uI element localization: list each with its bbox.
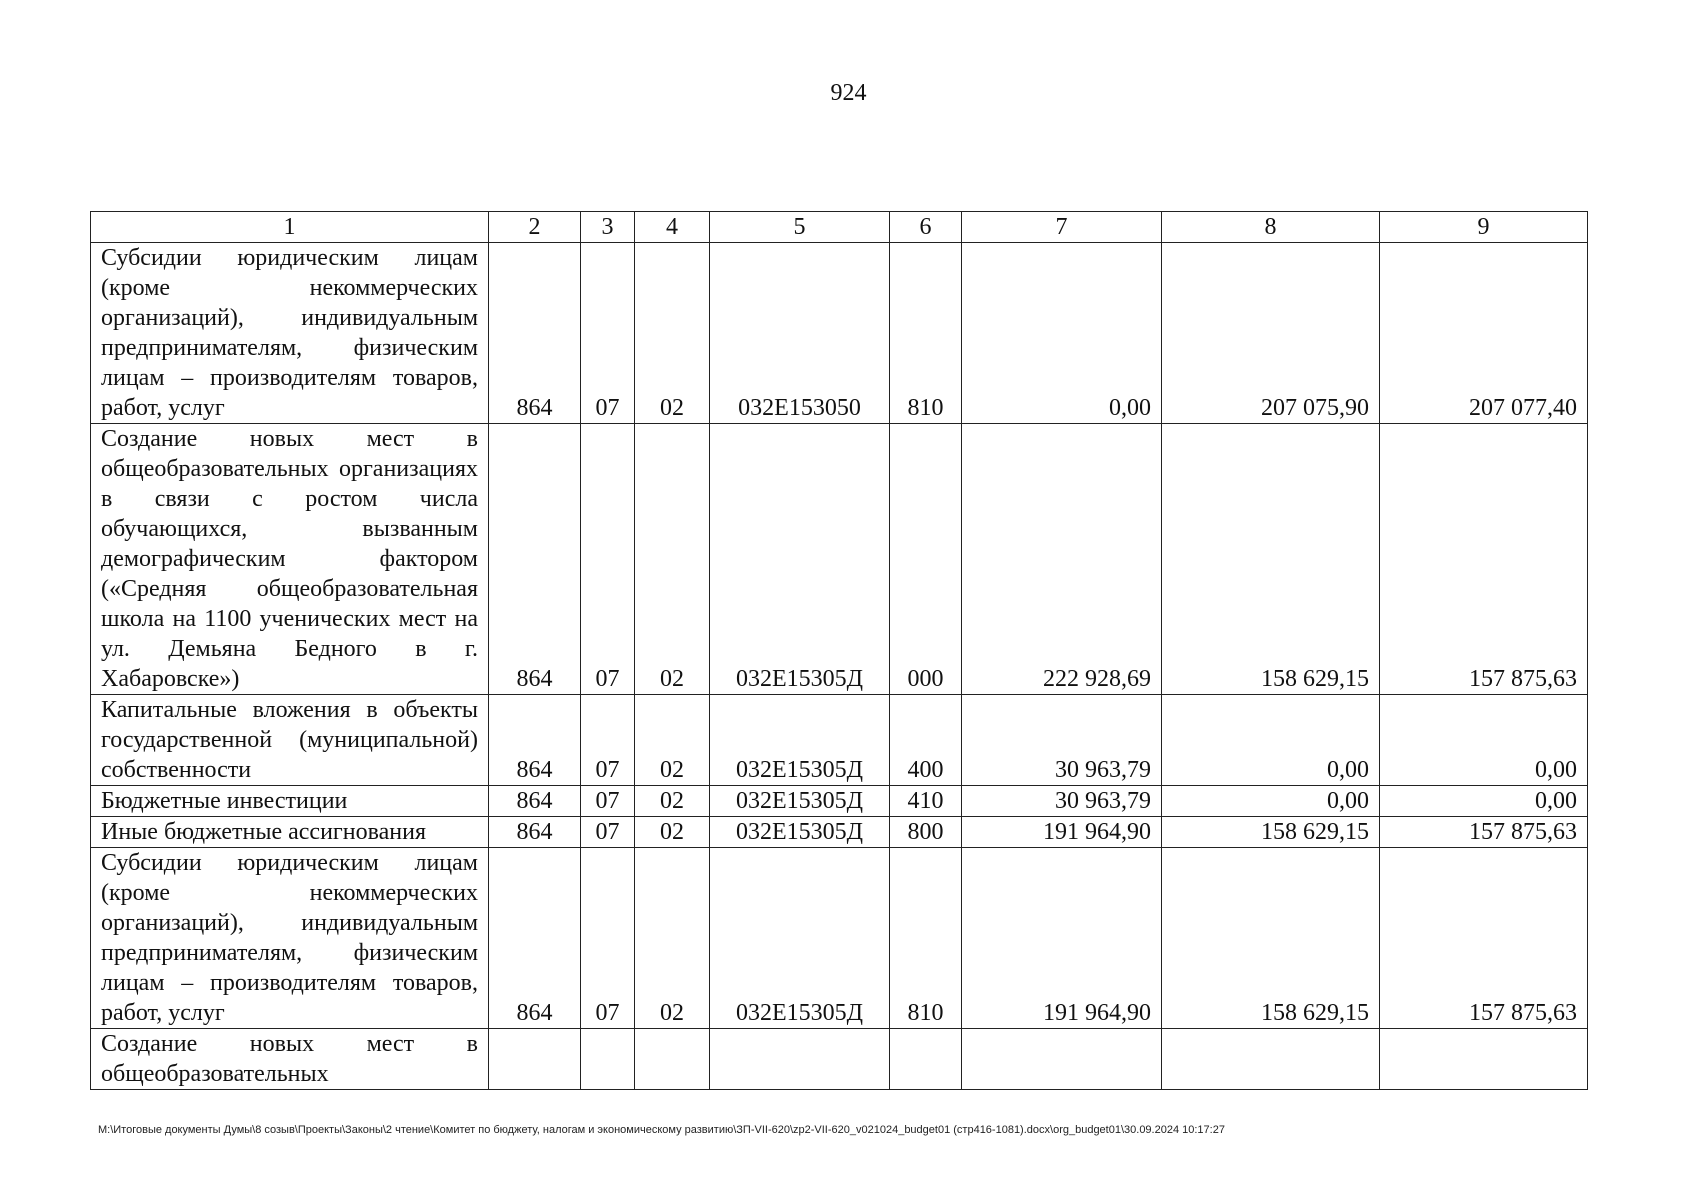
cell-amount-col8: 158 629,15 bbox=[1162, 848, 1380, 1029]
cell-grbs: 864 bbox=[489, 243, 581, 424]
cell-subsection: 02 bbox=[635, 695, 710, 786]
cell-target-article: 032E153050 bbox=[710, 243, 890, 424]
cell-grbs: 864 bbox=[489, 848, 581, 1029]
cell-expense-type: 400 bbox=[890, 695, 962, 786]
table-row bbox=[91, 817, 1588, 848]
cell-target-article: 032E15305Д bbox=[710, 786, 890, 817]
table-row bbox=[91, 695, 1588, 786]
cell-grbs: 864 bbox=[489, 424, 581, 695]
budget-table bbox=[90, 211, 1588, 1090]
row-name: Субсидии юридическим лицам (кроме некоммерческих организаций), индивидуальным предпринимателям, физическим лицам – производителям товаров, работ, услуг bbox=[91, 243, 489, 424]
cell-amount-col8 bbox=[1162, 1029, 1380, 1090]
cell-expense-type: 800 bbox=[890, 817, 962, 848]
cell-subsection: 02 bbox=[635, 424, 710, 695]
cell-expense-type bbox=[890, 1029, 962, 1090]
table-row bbox=[91, 848, 1588, 1029]
row-name: Создание новых мест в общеобразовательных bbox=[91, 1029, 489, 1090]
cell-amount-col7: 191 964,90 bbox=[962, 817, 1162, 848]
cell-section: 07 bbox=[581, 786, 635, 817]
table-row bbox=[91, 424, 1588, 695]
cell-subsection bbox=[635, 1029, 710, 1090]
column-header: 8 bbox=[1162, 212, 1380, 243]
cell-amount-col9 bbox=[1380, 1029, 1588, 1090]
cell-amount-col9: 157 875,63 bbox=[1380, 848, 1588, 1029]
cell-grbs: 864 bbox=[489, 786, 581, 817]
cell-amount-col9: 0,00 bbox=[1380, 786, 1588, 817]
cell-target-article: 032E15305Д bbox=[710, 424, 890, 695]
cell-amount-col8: 158 629,15 bbox=[1162, 424, 1380, 695]
document-path-footer: M:\Итоговые документы Думы\8 созыв\Проекты\Законы\2 чтение\Комитет по бюджету, налогам и экономическому развитию\ЗП-VII-620\zp2-VII-620_v021024_budget01 (стр416-1081).docx\org_budget01\30.09.2024 10:17:27 bbox=[98, 1124, 1225, 1136]
cell-amount-col9: 157 875,63 bbox=[1380, 424, 1588, 695]
cell-amount-col7: 191 964,90 bbox=[962, 848, 1162, 1029]
row-name: Создание новых мест в общеобразовательных организациях в связи с ростом числа обучающихся, вызванным демографическим фактором («Средняя общеобразовательная школа на 1100 ученических мест на ул. Демьяна Бедного в г. Хабаровске») bbox=[91, 424, 489, 695]
cell-grbs: 864 bbox=[489, 817, 581, 848]
cell-grbs: 864 bbox=[489, 695, 581, 786]
cell-amount-col7: 30 963,79 bbox=[962, 695, 1162, 786]
cell-amount-col8: 158 629,15 bbox=[1162, 817, 1380, 848]
column-header: 4 bbox=[635, 212, 710, 243]
cell-target-article bbox=[710, 1029, 890, 1090]
cell-amount-col9: 207 077,40 bbox=[1380, 243, 1588, 424]
row-name: Субсидии юридическим лицам (кроме некоммерческих организаций), индивидуальным предпринимателям, физическим лицам – производителям товаров, работ, услуг bbox=[91, 848, 489, 1029]
cell-target-article: 032E15305Д bbox=[710, 817, 890, 848]
page-number: 924 bbox=[830, 80, 867, 106]
cell-section: 07 bbox=[581, 243, 635, 424]
column-header: 5 bbox=[710, 212, 890, 243]
cell-amount-col7: 30 963,79 bbox=[962, 786, 1162, 817]
column-header: 6 bbox=[890, 212, 962, 243]
cell-section: 07 bbox=[581, 424, 635, 695]
cell-target-article: 032E15305Д bbox=[710, 695, 890, 786]
column-header: 7 bbox=[962, 212, 1162, 243]
table-row bbox=[91, 786, 1588, 817]
column-header: 1 bbox=[91, 212, 489, 243]
table-header-row bbox=[91, 212, 1588, 243]
cell-amount-col7: 222 928,69 bbox=[962, 424, 1162, 695]
cell-section: 07 bbox=[581, 848, 635, 1029]
cell-amount-col9: 0,00 bbox=[1380, 695, 1588, 786]
cell-expense-type: 810 bbox=[890, 848, 962, 1029]
cell-amount-col8: 0,00 bbox=[1162, 786, 1380, 817]
cell-amount-col9: 157 875,63 bbox=[1380, 817, 1588, 848]
cell-amount-col7: 0,00 bbox=[962, 243, 1162, 424]
cell-amount-col8: 207 075,90 bbox=[1162, 243, 1380, 424]
row-name: Иные бюджетные ассигнования bbox=[91, 817, 489, 848]
cell-amount-col8: 0,00 bbox=[1162, 695, 1380, 786]
cell-expense-type: 810 bbox=[890, 243, 962, 424]
table-row bbox=[91, 1029, 1588, 1090]
cell-section: 07 bbox=[581, 817, 635, 848]
row-name: Бюджетные инвестиции bbox=[91, 786, 489, 817]
column-header: 3 bbox=[581, 212, 635, 243]
cell-subsection: 02 bbox=[635, 786, 710, 817]
cell-subsection: 02 bbox=[635, 243, 710, 424]
cell-subsection: 02 bbox=[635, 848, 710, 1029]
cell-section bbox=[581, 1029, 635, 1090]
cell-section: 07 bbox=[581, 695, 635, 786]
cell-amount-col7 bbox=[962, 1029, 1162, 1090]
cell-grbs bbox=[489, 1029, 581, 1090]
cell-expense-type: 410 bbox=[890, 786, 962, 817]
cell-expense-type: 000 bbox=[890, 424, 962, 695]
row-name: Капитальные вложения в объекты государственной (муниципальной) собственности bbox=[91, 695, 489, 786]
cell-target-article: 032E15305Д bbox=[710, 848, 890, 1029]
column-header: 2 bbox=[489, 212, 581, 243]
cell-subsection: 02 bbox=[635, 817, 710, 848]
table-row bbox=[91, 243, 1588, 424]
column-header: 9 bbox=[1380, 212, 1588, 243]
